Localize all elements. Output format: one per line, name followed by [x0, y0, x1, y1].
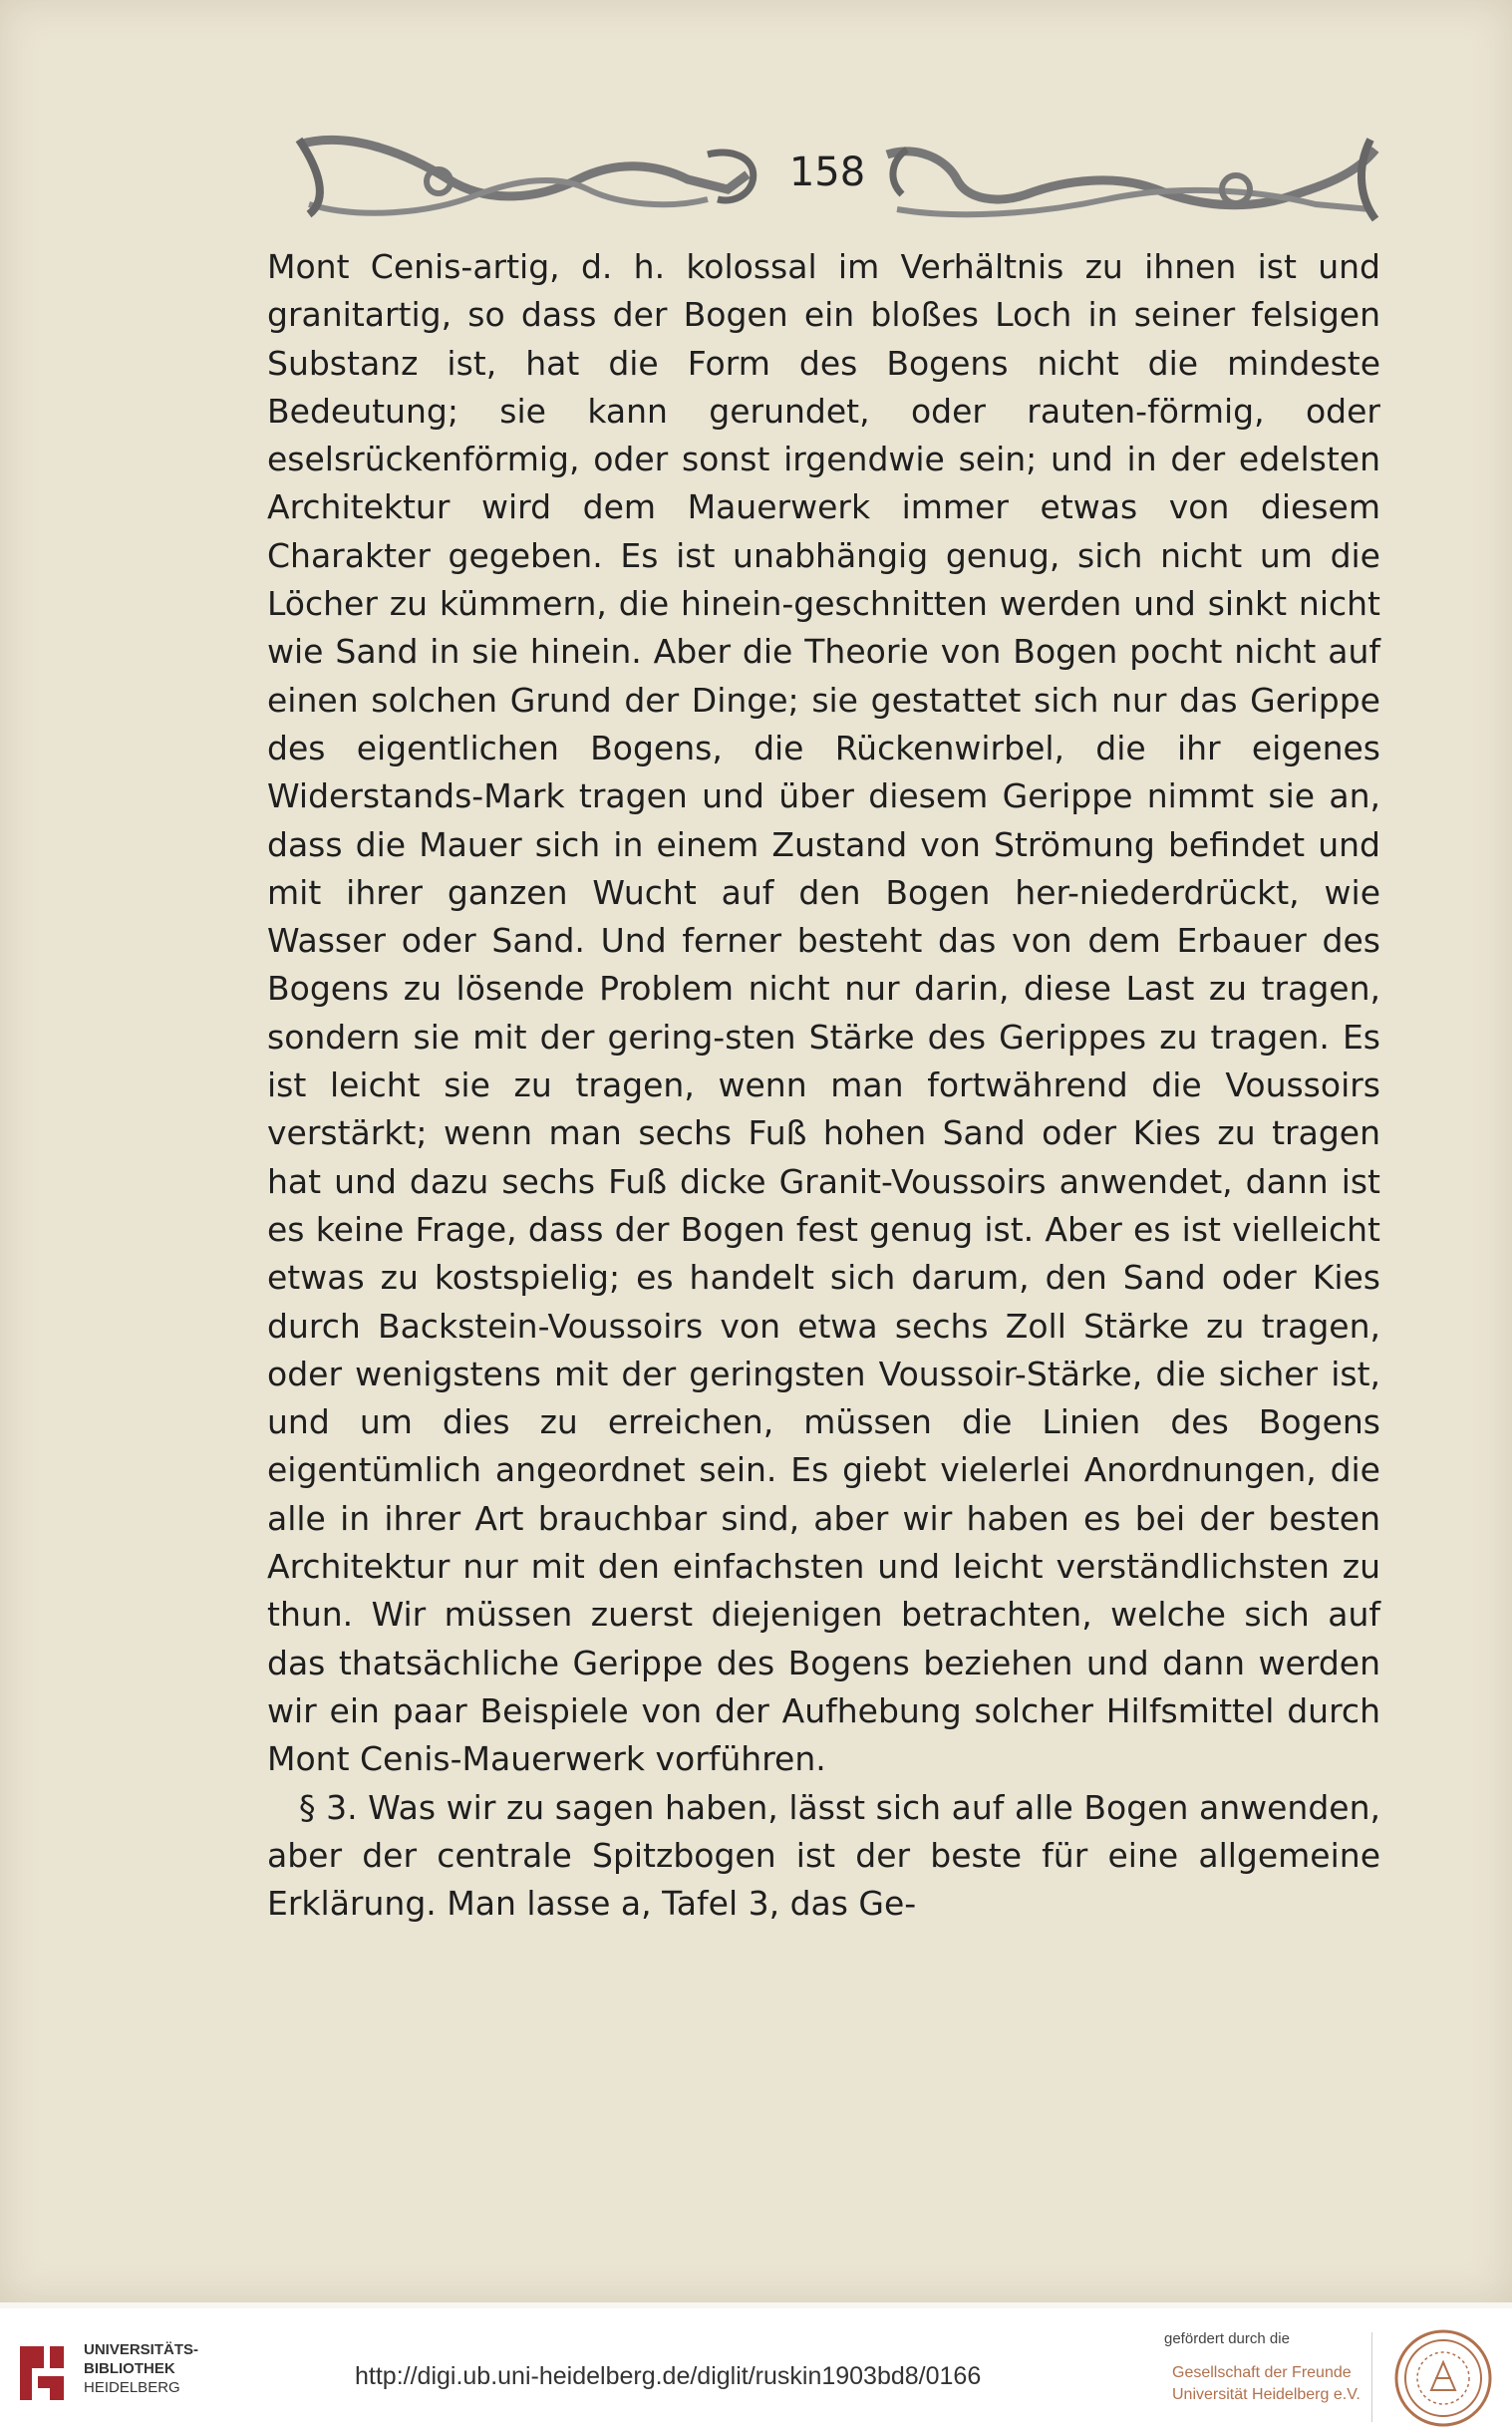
paragraph-2: § 3. Was wir zu sagen haben, lässt sich auf alle Bogen anwenden, aber der centrale Spitzbogen ist der beste für eine allgemeine Erklärung. Man lasse a, Tafel 3, das Ge- — [267, 1787, 1380, 1924]
library-name — [84, 2340, 198, 2397]
society-line-1: Gesellschaft der Freunde — [1172, 2364, 1352, 2381]
footer-divider — [1371, 2332, 1372, 2422]
page-body — [267, 243, 1380, 1928]
right-ornament-icon — [877, 120, 1385, 229]
society-name — [1172, 2362, 1361, 2406]
library-line-1: UNIVERSITÄTS- — [84, 2341, 199, 2358]
page-header — [289, 120, 1385, 229]
society-line-2: Universität Heidelberg e.V. — [1172, 2386, 1361, 2403]
permalink-url[interactable]: http://digi.ub.uni-heidelberg.de/diglit/ruskin1903bd8/0166 — [355, 2362, 982, 2390]
ub-heidelberg-logo-icon — [14, 2338, 70, 2408]
paragraph-1: Mont Cenis-artig, d. h. kolossal im Verhältnis zu ihnen ist und granitartig, so dass der Bogen ein bloßes Loch in seiner felsigen Substanz ist, hat die Form des Bogens nicht die mindeste Bedeutung; sie kann gerundet, oder rauten-förmig, oder eselsrückenförmig, oder sonst irgendwie sein; und in der edelsten Architektur wird dem Mauerwerk immer etwas von diesem Charakter gegeben. Es ist unabhängig genug, sich nicht um die Löcher zu kümmern, die hinein-geschnitten werden und sinkt nicht wie Sand in sie hinein. Aber die Theorie von Bogen pocht nicht auf einen solchen Grund der Dinge; sie gestattet sich nur das Gerippe des eigentlichen Bogens, die Rückenwirbel, die ihr eigenes Widerstands-Mark tragen und über diesem Gerippe nimmt sie an, dass die Mauer sich in einem Zustand von Strömung befindet und mit ihrer ganzen Wucht auf den Bogen her-niederdrückt, wie Wasser oder Sand. Und ferner besteht das von dem Erbauer des Bogens zu lösende Problem nicht nur darin, diese Last zu tragen, sondern sie mit der gering-sten Stärke des Gerippes zu tragen. Es ist leicht sie zu tragen, wenn man fortwährend die Voussoirs verstärkt; wenn man sechs Fuß hohen Sand oder Kies zu tragen hat und dazu sechs Fuß dicke Granit-Voussoirs anwendet, dann ist es keine Frage, dass der Bogen fest genug ist. Aber es ist vielleicht etwas zu kostspielig; es handelt sich darum, den Sand oder Kies durch Backstein-Voussoirs von etwa sechs Zoll Stärke zu tragen, oder wenigstens mit der geringsten Voussoir-Stärke, die sicher ist, und um dies zu erreichen, müssen die Linien des Bogens eigentümlich angeordnet sein. Es giebt vielerlei Anordnungen, die alle in ihrer Art brauchbar sind, aber wir haben es bei der besten Architektur nur mit den einfachsten und leicht verständlichsten zu thun. Wir müssen zuerst diejenigen betrachten, welche sich auf das thatsächliche Gerippe des Bogens beziehen und dann werden wir ein paar Beispiele von der Aufhebung solcher Hilfsmittel durch Mont Cenis-Mauerwerk vorführen. — [267, 247, 1380, 1779]
library-line-3: HEIDELBERG — [84, 2379, 180, 2396]
left-ornament-icon — [289, 120, 757, 229]
page-number: 158 — [788, 150, 866, 195]
funded-by-label: gefördert durch die — [1164, 2330, 1290, 2347]
library-line-2: BIBLIOTHEK — [84, 2360, 175, 2377]
university-seal-icon — [1393, 2328, 1493, 2428]
